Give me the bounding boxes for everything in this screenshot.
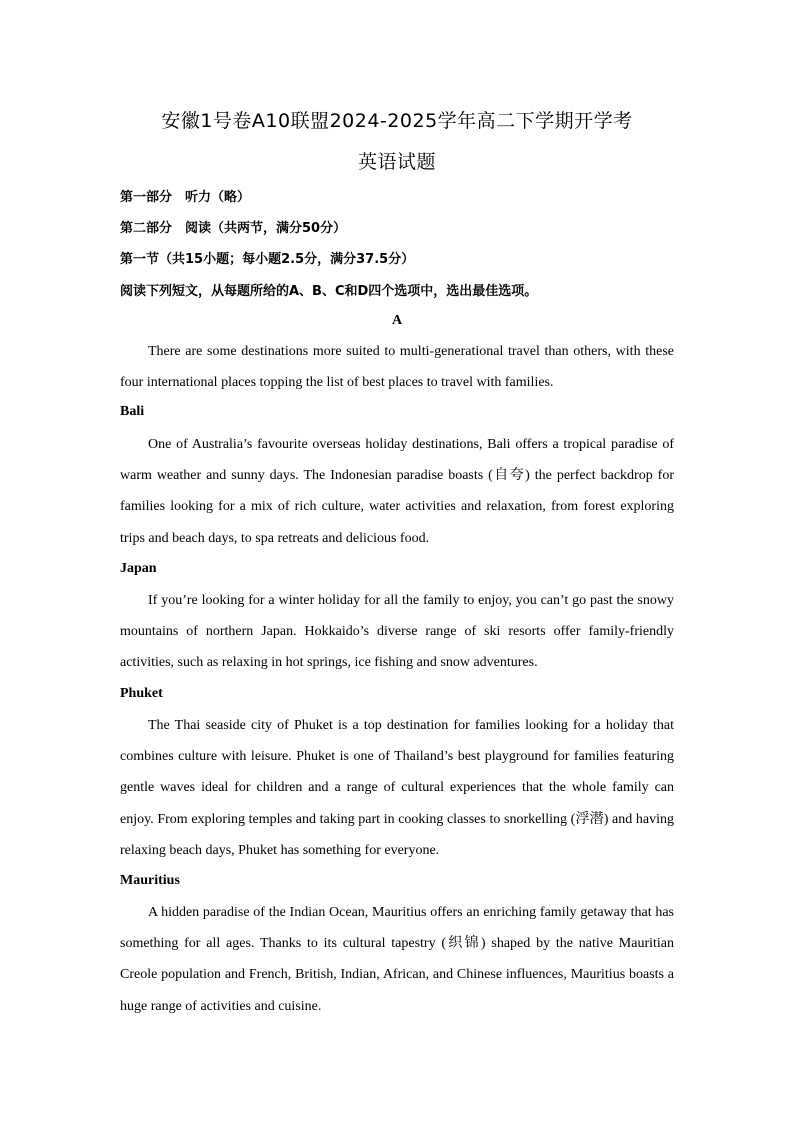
part1-instruction: 第一部分 听力（略）	[120, 190, 251, 205]
section-text-phuket: The Thai seaside city of Phuket is a top destination for families looking for a holiday that combines culture with leisure. Phuket is one of Thailand’s best playground for families featuring gentle waves ideal for children and a range of cultural experiences that the whole family can enjoy. From exploring temples and taking part in cooking classes to snorkelling (浮潜) and having relaxing beach days, Phuket has something for everyone.	[120, 718, 674, 858]
exam-title: 安徽1号卷A10联盟2024-2025学年高二下学期开学考	[161, 110, 633, 132]
section-heading-bali: Bali	[120, 404, 145, 419]
passage-intro-paragraph	[120, 336, 674, 398]
section1-instruction: 第一节（共15小题；每小题2.5分，满分37.5分）	[120, 252, 415, 267]
passage-letter: A	[391, 313, 403, 328]
section-heading-japan: Japan	[120, 561, 157, 576]
section-paragraph-japan	[120, 585, 674, 679]
part2-instruction: 第二部分 阅读（共两节，满分50分）	[120, 221, 347, 236]
section-heading-mauritius: Mauritius	[120, 873, 180, 888]
section-text-mauritius: A hidden paradise of the Indian Ocean, Mauritius offers an enriching family getaway that has something for all ages. Thanks to its cultural tapestry (织锦) shaped by the native Mauritian Creole population and French, British, Indian, African, and Chinese influences, Mauritius boasts a huge range of activities and cuisine.	[120, 905, 674, 1014]
section-text-bali: One of Australia’s favourite overseas holiday destinations, Bali offers a tropical paradise of warm weather and sunny days. The Indonesian paradise boasts (自夸) the perfect backdrop for families looking for a mix of rich culture, water activities and relaxation, from forest exploring trips and beach days, to spa retreats and delicious food.	[120, 437, 674, 546]
exam-subtitle: 英语试题	[357, 151, 436, 173]
section-paragraph-phuket	[120, 710, 674, 866]
section-paragraph-mauritius	[120, 897, 674, 1022]
section-heading-phuket: Phuket	[120, 686, 163, 701]
section-paragraph-bali	[120, 429, 674, 554]
section-text-japan: If you’re looking for a winter holiday for all the family to enjoy, you can’t go past the snowy mountains of northern Japan. Hokkaido’s diverse range of ski resorts offer family-friendly activities, such as relaxing in hot springs, ice fishing and snow adventures.	[120, 593, 674, 671]
directions-text: 阅读下列短文，从每题所给的A、B、C和D四个选项中，选出最佳选项。	[120, 284, 538, 299]
passage-intro-text: There are some destinations more suited to multi-generational travel than others, with these four international places topping the list of best places to travel with families.	[120, 344, 674, 391]
